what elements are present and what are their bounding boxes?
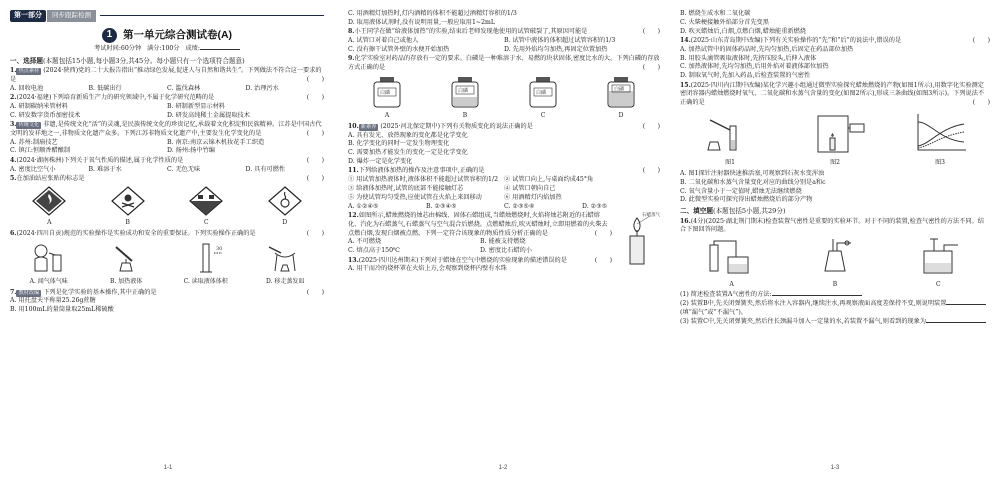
page-1 [0,0,336,479]
option: D. 密度比石蜡的小 [480,247,532,255]
answer-blank[interactable] [946,304,986,305]
option: B. 研制新型显示材料 [167,102,225,110]
oxidizer-sign-icon [268,186,302,216]
question-2: 2.(2024·福建)下列培育新质生产力的研究领域中,不属于化学研究范畴的是 ( ) A. 研制碳纳米管材料 B. 研制新型显示材料 C. 研发数字货币加密技术 D. 研发高纯稀土金属提取技术 [10,94,324,119]
question-7-continued [348,10,660,28]
header-rule [100,15,324,16]
option: B. 燃烧生成水和二氧化碳 [680,10,751,17]
topic-tag: 热点素材 [18,68,40,75]
lab-operation-row: A. 闻气体气味 B. 加热液体 30 C. 读取液体体积 D. 移走蒸发皿 [10,241,324,287]
question-13: 13.(2025·四川达州期末)下列对于蜡烛在空气中燃烧的实验现象的描述错误的是 ( ) A. 用干而冷的烧杯罩在火焰上方,会观察到烧杯内壁有水珠 [348,256,612,273]
option: D. 先用外焰均匀加热,再固定位置加热 [504,45,608,53]
sub-question-3: (3) 装置C中,先关闭弹簧夹,然后往长颈漏斗加入一定量的水,若装置不漏气,则看到的现象为 [680,318,990,327]
option: B. 试管中液体的体积超过试管容积的1/3 [504,36,616,44]
question-15: 15.(2025·四川内江期中改编)某化学兴趣小组通过微型实验探究蜡烛燃烧的产物(如图1所示),用数字化实验测定密闭容器内蜡烛燃烧时氧气、二氧化碳和水蒸气含量的变化(如图2所示),形成三条曲线(如图3所示)。下列说法不正确的是 ( ) 图1 图2 图3 A. 图1探针注射器快速推活塞,可观察到石灰水变浑浊 B. 二氧化碳和水蒸气含量变化对应的曲线分别是a和c C. 氧气含量小于一定值时,蜡烛无法继续燃烧 D. 此微型实验可探究得出蜡烛燃烧后的部分产物 [680,81,990,204]
topic-tag: 教材改编 [18,289,40,296]
option: A. 用干而冷的烧杯罩在火焰上方,会观察到烧杯内壁有水珠 [348,265,507,273]
statement: ⑤ 为使试管均匀受热,应使试管在火焰上来回移动 [348,193,482,201]
sub-question-1: (1) 简述检查装置A气密性的方法: [680,291,990,300]
option: D. 治理污水 [245,84,279,92]
answer-blank[interactable] [926,322,986,323]
option: C. 无色无味 [167,165,201,173]
smell-gas-icon [29,241,69,275]
topic-tag: 传统文化 [18,122,40,129]
option: B. 用100mL的量筒量取25mL稀硫酸 [10,306,114,314]
experiment-figure-row: 图1 图2 图3 [680,110,990,168]
question-3: 3. 传统文化 非遗,是传统文化“活”的灵魂,是民族传统文化的珍贵记忆,承载着文化积淀和民族精神。江苏是中国古代文明的发祥地之一,非物质文化遗产众多。下列江苏非物质文化遗产中,主要发生化学变化的是 ( ) A. 苏州:制扇技艺 B. 南京:南京云锦木机妆花手工织造 C. 镇江:恒顺香醋酿制 D. 扬州:扬中竹编 [10,121,324,155]
svg-text:白磷: 白磷 [536,89,547,96]
content-curves-icon [910,110,970,156]
question-5: 5.在加油站应张贴的标志是 ( ) A B C D [10,175,324,227]
option: C. 研发数字货币加密技术 [10,111,81,119]
airtightness-figure-row: A B C [680,237,990,289]
option: A. 用托盘天平称量25.26g蔗糖 [10,297,96,305]
page-2 [336,0,670,479]
exam-result: 成绩: [185,44,200,52]
apparatus-a-icon [702,237,762,277]
option: C. 火柴梗接触外焰部分首先变黑 [680,18,769,26]
statement: ① 用试管加热液体时,液体体积不能超过试管容积的1/2 [348,176,499,184]
section-heading: 一、选择题(本题包括15小题,每小题3分,共45分。每小题只有一个选项符合题意) [10,56,245,65]
evaporating-dish-icon [265,241,305,275]
toxic-sign-icon [111,186,145,216]
option: A. 回收电池 [10,84,44,92]
option: D. 具有可燃性 [245,165,286,173]
question-4: 4.(2024·湖南株洲)下列关于氧气性质的描述,属于化学性质的是 ( ) A. 密度比空气小 B. 难溶于水 C. 无色无味 D. 具有可燃性 [10,156,324,173]
apparatus-c-icon [908,237,968,277]
page-number: 1-1 [163,465,173,472]
option: D. 吹灭蜡烛后,白烟,点燃白烟,蜡烛能重新燃烧 [680,27,806,35]
unit-number: 1 [102,28,117,43]
option: A. ①②④⑤ [348,202,379,210]
question-13-continued [680,10,990,36]
section-header [10,10,324,22]
option: C. 熔点高于150℃ [348,247,400,255]
option: D. 扬州:扬中竹编 [167,147,215,155]
question-9: 9.化学实验室对药品的存放有一定的要求。白磷是一种难溶于水、易燃的块状固体,密度比水的大。下列白磷的存放方式正确的是 ( ) 白磷 A 白磷 B 白磷 C 白磷 D [348,55,660,120]
option: A. 加热试管中的固体药品时,先均匀加热,后固定在药品部位加热 [680,45,854,53]
option: B. 难溶于水 [88,165,122,173]
svg-text:石蜡蒸气: 石蜡蒸气 [642,212,660,218]
statement: ② 试管口向上,与桌面约成45°角 [504,176,594,184]
option: D. ②③⑤ [582,202,608,210]
option: D. 爆炸一定是化学变化 [348,157,413,165]
reagent-bottle-icon [368,75,406,109]
option: A. 图1探针注射器快速推活塞,可观察到石灰水变浑浊 [680,169,825,177]
option: C. 加热液体时,先均匀加热,后用外焰对着液体部位加热 [680,63,829,71]
question-1: 1. 热点素材 (2024·陕西)党的二十大报告指出“推动绿色发展,促进人与自然和谐共生”。下列做法不符合这一要求的是 ( ) A. 回收电池 B. 低碳出行 C. 滥伐森林 D. 治理污水 [10,67,324,92]
exam-time: 考试时间:60分钟 [94,44,142,52]
exam-score: 满分:100分 [147,44,180,52]
option: B. ②③④⑤ [426,202,457,210]
question-7: 7. 教材改编 下列是化学实验的基本操作,其中正确的是 ( ) A. 用托盘天平称量25.26g蔗糖 B. 用100mL的量筒量取25mL稀硫酸 [10,288,324,314]
reagent-bottle-icon [446,75,484,109]
option: C. ②③⑤⑥ [504,202,535,210]
page-number: 1-3 [830,465,840,472]
option: A. 具有发光、放热现象的变化都是化学变化 [348,131,468,139]
question-14: 14.(2025·山东青岛期中改编)下列有关实验操作的“先”和“后”的说法中,错误的是 ( ) A. 加热试管中的固体药品时,先均匀加热,后固定在药品部位加热 B. 用胶头滴管吸取液体时,先挤压胶头,后伸入液体 C. 加热液体时,先均匀加热,后用外焰对着液体部位加热 D. 制取氧气时,先加入药品,后检查装置的气密性 [680,36,990,80]
option: B. 二氧化碳和水蒸气含量变化对应的曲线分别是a和c [680,178,826,186]
question-12: 石蜡蒸气 12.如图所示,蜡烛燃烧的烛芯由棉线、固体石蜡组成,当蜡烛燃烧时,火焰将烛芯附近的石蜡熔化、汽化为石蜡蒸气,石蜡蒸气与空气混合后燃烧。点燃蜡烛后,吹灭蜡烛时,立即用燃着的火柴去点燃白烟,发现白烟被点燃。下列一定符合该现象的物质性质分析正确的是 ( ) A. 不可燃烧 B. 能被支持燃烧 C. 熔点高于150℃ D. 密度比石蜡的小 [348,212,660,256]
heat-liquid-icon [106,241,146,275]
answer-blank[interactable] [772,295,862,296]
option: C. 没有擦干试管外壁的水便开始加热 [348,45,450,53]
hazard-sign-row: A B C D [10,186,324,228]
topic-tag: 新素养 [360,123,377,130]
option: A. 苏州:制扇技艺 [10,138,58,146]
svg-text:白磷: 白磷 [614,86,625,93]
option: B. 南京:南京云锦木机妆花手工织造 [167,138,265,146]
option: B. 能被支持燃烧 [480,238,526,246]
reagent-bottle-icon [524,75,562,109]
question-8: 8.小王同学在做“给液体加热”的实验,结束后老师发现他使用的试管破裂了,其原因可能是 ( ) A. 试管口对着自己或他人 B. 试管中液体的体积超过试管容积的1/3 C. 没有擦干试管外壁的水便开始加热 D. 先用外焰均匀加热,再固定位置加热 [348,28,660,53]
option: D. 制取氧气时,先加入药品,后检查装置的气密性 [680,72,811,80]
statement: ⑥ 用酒精灯内焰加热 [504,193,562,201]
candle-figure-icon [616,212,660,266]
statement: ③ 给液体加热时,试管的底部不能接触灯芯 [348,184,464,192]
unit-title: 第一单元综合测试卷(A) [122,28,233,41]
page-number: 1-2 [498,465,508,472]
option: C. 需要加热才能发生的变化一定是化学变化 [348,149,468,157]
question-11: 11.下列给液体加热的操作及注意事项中,正确的是 ( ) ① 用试管加热液体时,液体体积不能超过试管容积的1/2 ② 试管口向上,与桌面约成45°角 ③ 给液体加热时,试管的底部不能接触灯芯 ④ 试管口朝向自己 ⑤ 为使试管均匀受热,应使试管在火焰上来回移动 ⑥ 用酒精灯内焰加热 A. ①②④⑤ B. ②③④⑤ C. ②③⑤⑥ D. ②③⑤ [348,167,660,210]
option: D. 此微型实验可探究得出蜡烛燃烧后的部分产物 [680,196,813,204]
question-10: 10. 新素养 (2025·河北保定期中)下列有关物质变化的说法正确的是 ( ) A. 具有发光、放热现象的变化都是化学变化 B. 化学变化的同时一定发生物理变化 C. 需要加热才能发生的变化一定是化学变化 D. 爆炸一定是化学变化 [348,122,660,165]
statement: ④ 试管口朝向自己 [504,184,556,192]
page-title [10,28,324,43]
option: B. 用胶头滴管吸取液体时,先挤压胶头,后伸入液体 [680,54,817,62]
reagent-bottle-icon [602,75,640,109]
flammable-sign-icon [32,186,66,216]
option: C. 用酒精灯加热时,灯内酒精的体积不能超过酒精灯容积的1/3 [348,10,517,17]
option: B. 化学变化的同时一定发生物理变化 [348,140,450,148]
svg-text:30: 30 [215,245,223,252]
reagent-bottle-row: 白磷 A 白磷 B 白磷 C 白磷 D [348,75,660,121]
read-volume-icon [186,241,226,275]
part-subtitle: 同步跟踪检测 [47,10,96,21]
question-6: 6.(2024·四川自贡)规范的实验操作是实验成功和安全的重要保证。下列实验操作正确的是 ( ) A. 闻气体气味 B. 加热液体 30 C. 读取液体体积 D. 移走蒸发皿 [10,229,324,286]
section-heading: 二、填空题(本题包括5小题,共29分) [680,207,786,216]
part-badge: 第一部分 [10,10,46,22]
question-16: 16.(4分)(2025·湖北荆门期末)检查装置气密性是重要的实验环节。对于不同的装置,检查气密性的方法不同。结合下图回答问题。 A B C (1) 简述检查装置A气密性的方法: (2) 装置B中,先关闭弹簧夹,然后将水注入容器内,继续注水,再观察液面高度差保持不变,则说明装置(填“漏气”或“不漏气”)。 (3) 装置C中,先关闭弹簧夹,然后往长颈漏斗加入一定量的水,若装置不漏气,则看到的现象为 [680,218,990,327]
option: A. 密度比空气小 [10,165,56,173]
option: C. 镇江:恒顺香醋酿制 [10,147,71,155]
apparatus-b-icon [805,237,865,277]
svg-text:白磷: 白磷 [458,87,469,94]
option: B. 低碳出行 [88,84,122,92]
micro-experiment-icon [700,110,760,156]
sub-question-2: (2) 装置B中,先关闭弹簧夹,然后将水注入容器内,继续注水,再观察液面高度差保持不变,则说明装置(填“漏气”或“不漏气”)。 [680,300,990,318]
option: D. 取用液体试剂时,没有说明用量,一般应取用1~2mL [348,18,496,26]
exam-meta [10,45,324,54]
corrosive-sign-icon [189,186,223,216]
option: C. 滥伐森林 [167,84,201,92]
svg-text:白磷: 白磷 [380,89,391,96]
option: A. 研制碳纳米管材料 [10,102,68,110]
option: A. 试管口对着自己或他人 [348,36,419,44]
sealed-container-icon [800,110,870,156]
option: D. 研发高纯稀土金属提取技术 [167,111,250,119]
option: A. 不可燃烧 [348,238,382,246]
option: C. 氧气含量小于一定值时,蜡烛无法继续燃烧 [680,187,802,195]
page-3 [670,0,1000,479]
